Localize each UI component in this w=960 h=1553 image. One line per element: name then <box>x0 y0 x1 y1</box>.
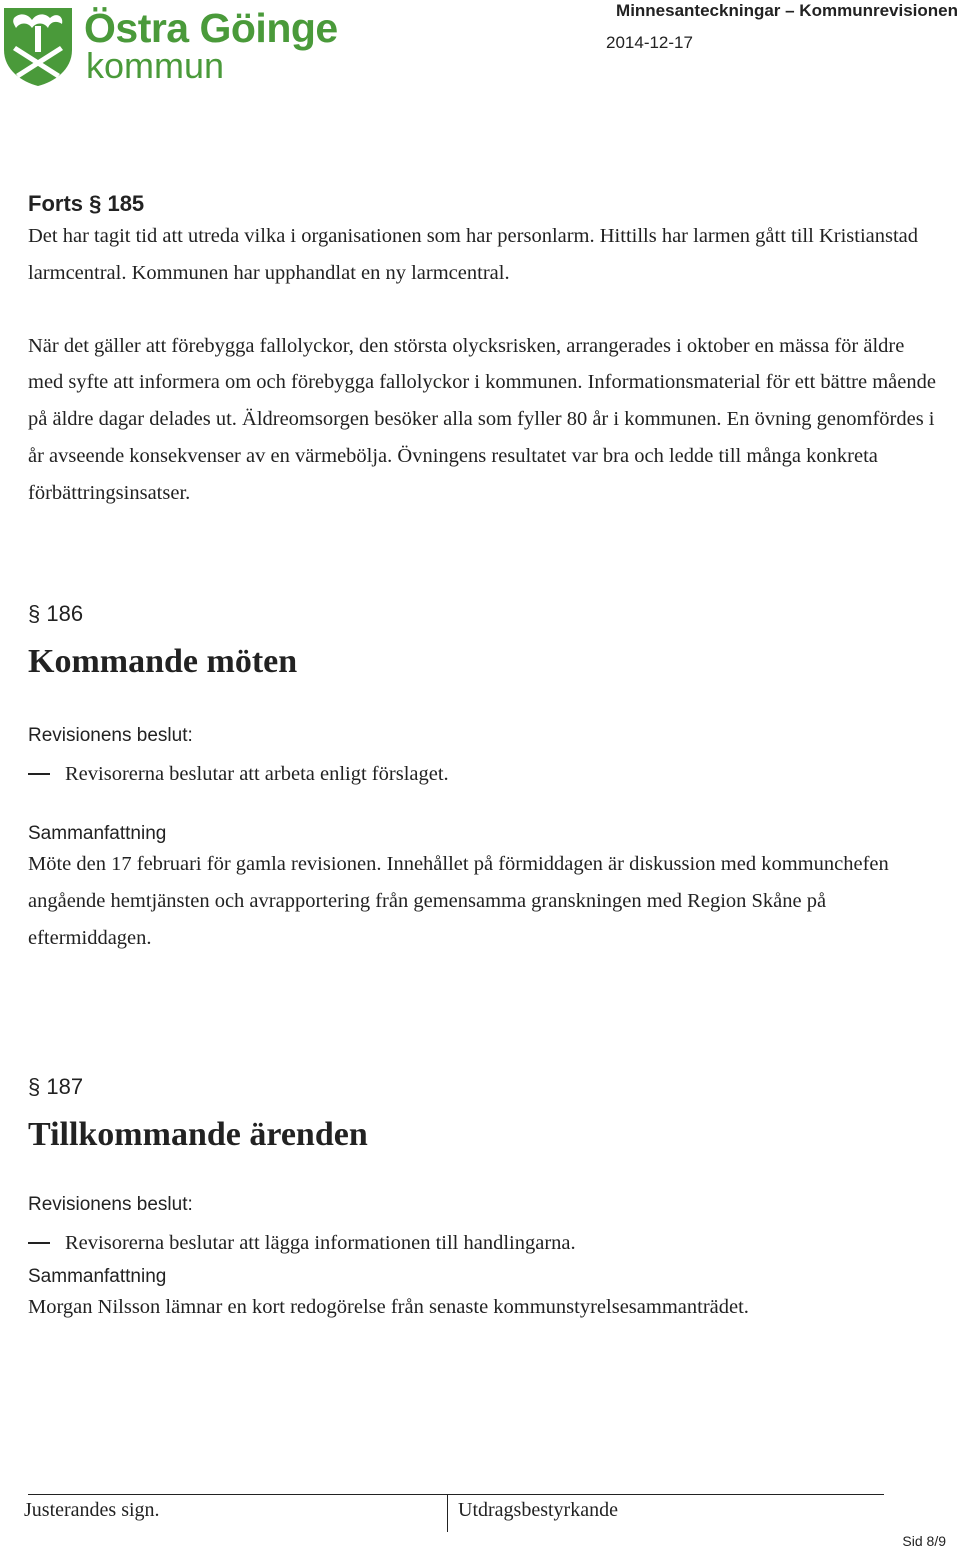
summary-text: Möte den 17 februari för gamla revisionen. Innehållet på förmiddagen är diskussion med kommunchefen angående hemtjänsten och avrapportering från gemensamma granskningen med Region Skåne på eftermiddagen. <box>28 853 889 949</box>
decision-item <box>28 1229 940 1257</box>
signature-field-label: Justerandes sign. <box>24 1499 160 1521</box>
decision-label: Revisionens beslut: <box>28 1194 193 1215</box>
logo-name: Östra Göinge <box>84 5 338 51</box>
footer-rule <box>28 1494 884 1495</box>
page-number: Sid 8/9 <box>902 1533 946 1549</box>
section-187 <box>28 1073 940 1326</box>
section-title: Tillkommande ärenden <box>28 1116 368 1153</box>
decision-label: Revisionens beslut: <box>28 725 193 746</box>
section-186 <box>28 600 940 956</box>
decision-text: Revisorerna beslutar att lägga informationen till handlingarna. <box>65 1232 576 1254</box>
logo-subtitle: kommun <box>86 45 225 86</box>
section-185 <box>28 190 940 512</box>
section-title: Kommande möten <box>28 643 298 680</box>
document-title: Minnesanteckningar – Kommunrevisionen <box>616 1 958 20</box>
certification-field-label: Utdragsbestyrkande <box>458 1499 618 1521</box>
paragraph: Det har tagit tid att utreda vilka i organisationen som har personlarm. Hittills har larmen gått till Kristianstad larmcentral. Kommunen har upphandlat en ny larmcentral. <box>28 225 919 284</box>
paragraph: När det gäller att förebygga fallolyckor, den största olycksrisken, arrangerades i oktober en mässa för äldre med syfte att informera om och förebygga fallolyckor i kommunen. Informationsmaterial för ett bättre mående på äldre dagar delades ut. Äldreomsorgen besöker alla som fyller 80 år i kommunen. En övning genomfördes i år avseende konsekvenser av en värmebölja. Övningens resultatet var bra och ledde till många konkreta förbättringsinsatser. <box>28 334 936 504</box>
section-number: § 186 <box>28 601 84 626</box>
summary-label: Sammanfattning <box>28 823 167 844</box>
footer-divider <box>447 1494 448 1532</box>
municipality-logo <box>2 4 338 88</box>
coat-of-arms-icon <box>2 4 74 88</box>
summary-text: Morgan Nilsson lämnar en kort redogörelse från senaste kommunstyrelsesammanträdet. <box>28 1296 749 1318</box>
dash-bullet-icon <box>28 1242 50 1244</box>
document-date: 2014-12-17 <box>606 33 693 52</box>
decision-text: Revisorerna beslutar att arbeta enligt förslaget. <box>65 763 449 785</box>
decision-item <box>28 760 940 788</box>
summary-label: Sammanfattning <box>28 1266 167 1287</box>
section-heading: Forts § 185 <box>28 191 145 216</box>
section-number: § 187 <box>28 1074 84 1099</box>
dash-bullet-icon <box>28 773 50 775</box>
